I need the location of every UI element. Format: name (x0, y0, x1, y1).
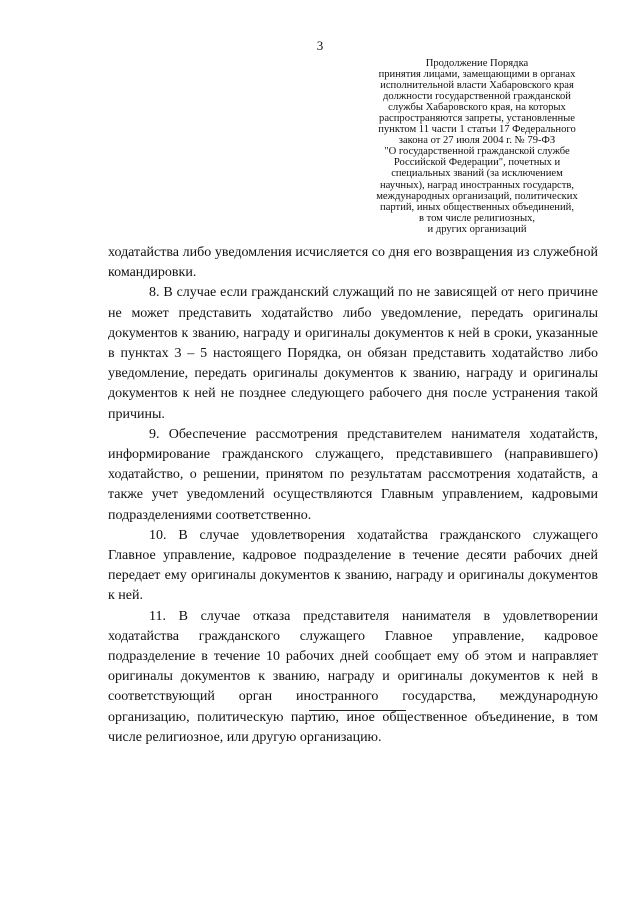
header-line: принятия лицами, замещающими в органах (378, 69, 576, 81)
paragraph-11: 11. В случае отказа представителя нанимателя в удовлетворении ходатайства гражданского служащего Главное управление, кадровое подразделение в течение 10 рабочих дней сообщает ему об этом и направляет оригиналы документов к званию, награду и оригиналы документов к ней в соответствующий орган иностранного государства, международную организацию, политическую партию, иное общественное объединение, в том числе религиозное, или другую организацию. (108, 608, 598, 745)
end-divider-line (309, 710, 406, 711)
header-line: службы Хабаровского края, на которых (388, 102, 566, 114)
continuation-paragraph: ходатайства либо уведомления исчисляется со дня его возвращения из служебной командировки. (108, 245, 598, 281)
document-body (108, 243, 598, 748)
header-line: международных организаций, политических (376, 190, 578, 202)
header-line: исполнительной власти Хабаровского края (380, 80, 574, 92)
header-line: Продолжение Порядка (425, 58, 529, 69)
header-line: и других организаций (427, 223, 527, 235)
header-line: научных), наград иностранных государств, (379, 179, 575, 191)
header-line: Российской Федерации", почетных и (393, 157, 561, 169)
page-number: 3 (316, 38, 324, 53)
header-line: специальных званий (за исключением (391, 168, 563, 180)
paragraph-9: 9. Обеспечение рассмотрения представителем нанимателя ходатайств, информирование гражданского служащего, представившего (направившего) ходатайство, о решении, принятом по результатам рассмотрения ходатайств, а также учет уведомлений осуществляются Главным управлением, кадровыми подразделениями соответственно. (108, 426, 598, 523)
header-line: должности государственной гражданской (383, 91, 571, 103)
document-header (352, 58, 602, 235)
header-line: партий, иных общественных объединений, (380, 201, 574, 213)
paragraph-10: 10. В случае удовлетворения ходатайства гражданского служащего Главное управление, кадровое подразделение в течение десяти рабочих дней передает ему оригиналы документов к званию, награду и оригиналы документов к ней. (108, 527, 598, 604)
header-line: в том числе религиозных, (418, 212, 536, 224)
paragraph-8: 8. В случае если гражданский служащий по не зависящей от него причине не может представить ходатайство либо уведомление, передать оригиналы документов к званию, награду и оригиналы документов к ней в сроки, указанные в пунктах 3 – 5 настоящего Порядка, он обязан представить ходатайство либо уведомление, передать оригиналы документов к званию, награду и оригиналы документов к ней не позднее следующего рабочего дня после устранения такой причины. (108, 285, 598, 422)
header-line: "О государственной гражданской службе (384, 146, 570, 158)
header-line: закона от 27 июля 2004 г. № 79-ФЗ (398, 135, 556, 147)
header-line: распространяются запреты, установленные (379, 113, 575, 125)
header-line: пунктом 11 части 1 статьи 17 Федерального (378, 124, 576, 136)
